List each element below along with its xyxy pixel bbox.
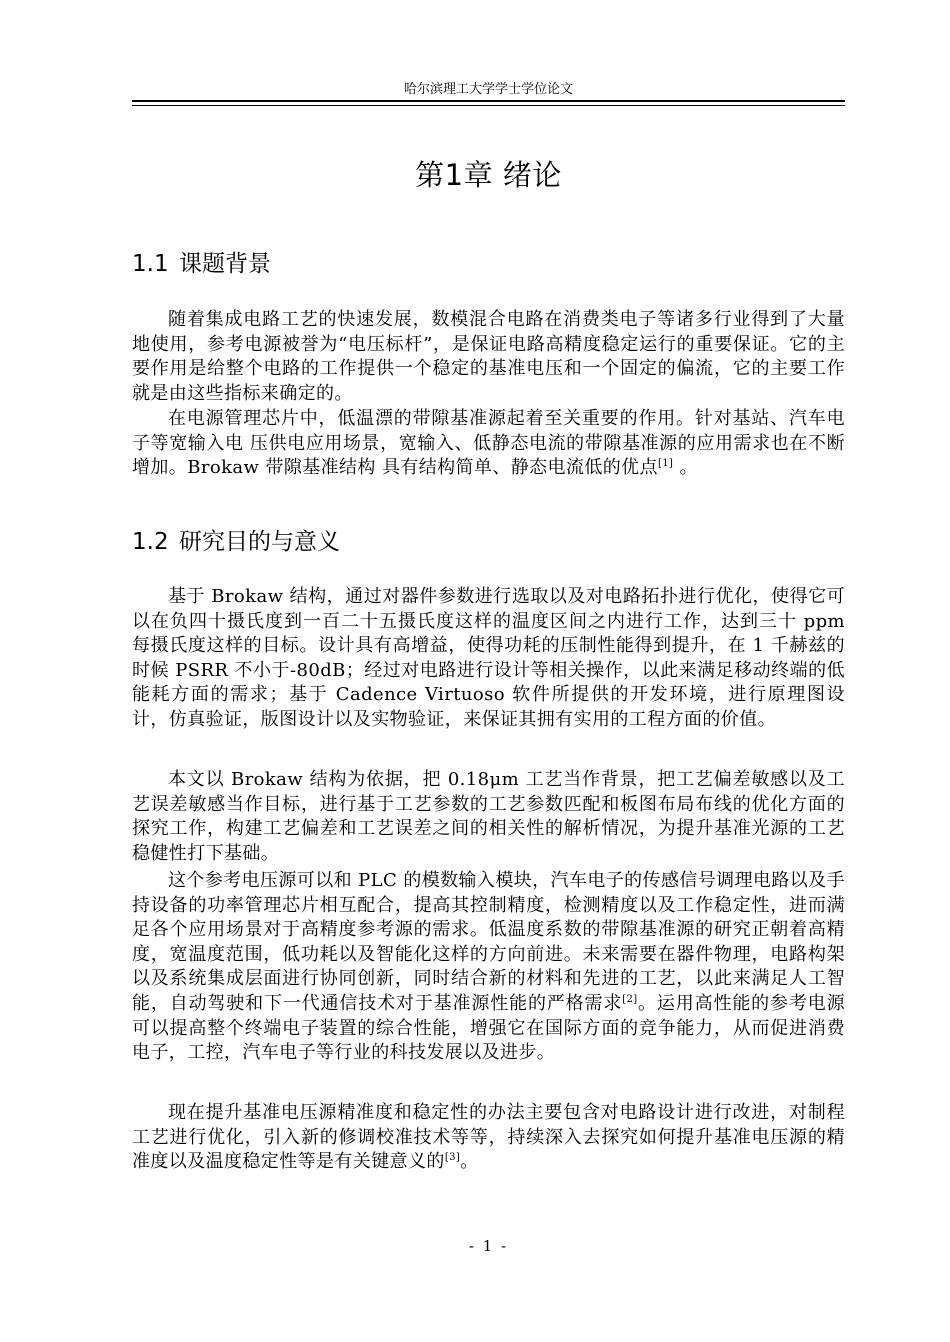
- paragraph: [132, 768, 845, 866]
- citation: [2]: [622, 993, 638, 1005]
- citation: [1]: [657, 458, 674, 470]
- citation: [3]: [444, 1152, 461, 1164]
- paragraph-text: 本文以 Brokaw 结构为依据，把 0.18μm 工艺当作背景，把工艺偏差敏感以及工艺误差敏感当作目标，进行基于工艺参数的工艺参数匹配和板图布局布线的优化方面的探究工作，构建工艺偏差和工艺误差之间的相关性的解析情况，为提升基准光源的工艺稳健性打下基础。: [132, 769, 845, 864]
- paragraph-tail: 。运用高性能的参考电源可以提高整个终端电子装置的综合性能，增强它在国际方面的竞争能力，从而促进消费电子，工控，汽车电子等行业的科技发展以及进步。: [132, 992, 845, 1064]
- section-heading-1-2: [132, 526, 340, 558]
- section-title: 课题背景: [179, 251, 271, 277]
- paragraph-text: 现在提升基准电压源精准度和稳定性的办法主要包含对电路设计进行改进，对制程工艺进行优化，引入新的修调校准技术等等，持续深入去探究如何提升基准电压源的精准度以及温度稳定性等是有关键意义的: [132, 1102, 845, 1173]
- section-number: 1.2: [132, 529, 169, 555]
- paragraph-text: 在电源管理芯片中，低温漂的带隙基准源起着至关重要的作用。针对基站、汽车电子等宽输入电 压供电应用场景，宽输入、低静态电流的带隙基准源的应用需求也在不断增加。Brokaw 带隙基准结构 具有结构简单、静态电流低的优点: [132, 408, 845, 479]
- section-title: 研究目的与意义: [179, 529, 340, 555]
- paragraph-tail: 。: [460, 1151, 479, 1173]
- section-number: 1.1: [132, 251, 169, 277]
- paragraph: [132, 1101, 845, 1175]
- page-number: - 1 -: [468, 1237, 509, 1255]
- paragraph-text: 这个参考电压源可以和 PLC 的模数输入模块，汽车电子的传感信号调理电路以及手持设备的功率管理芯片相互配合，提高其控制精度，检测精度以及工作稳定性，进而满足各个应用场景对于高精度参考源的需求。低温度系数的带隙基准源的研究正朝着高精度，宽温度范围，低功耗以及智能化这样的方向前进。未来需要在器件物理，电路构架以及系统集成层面进行协同创新，同时结合新的材料和先进的工艺，以此来满足人工智能，自动驾驶和下一代通信技术对于基准源性能的严格需求: [132, 870, 845, 1014]
- paragraph-tail: 。: [673, 457, 698, 479]
- paragraph-text: 基于 Brokaw 结构，通过对器件参数进行选取以及对电路拓扑进行优化，使得它可以在负四十摄氏度到一百二十五摄氏度这样的温度区间之内进行工作，达到三十 ppm 每摄氏度这样的目标。设计具有高增益，使得功耗的压制性能得到提升，在 1 千赫兹的时候 PSRR 不小于-80dB；经过对电路进行设计等相关操作，以此来满足移动终端的低能耗方面的需求；基于 Cadence Virtuoso 软件所提供的开发环境，进行原理图设计，仿真验证，版图设计以及实物验证，来保证其拥有实用的工程方面的价值。: [132, 586, 845, 730]
- paragraph: [132, 308, 845, 406]
- header-rule-thick: [132, 100, 845, 102]
- paragraph: [132, 585, 845, 733]
- paragraph-text: 随着集成电路工艺的快速发展，数模混合电路在消费类电子等诸多行业得到了大量地使用，参考电源被誉为“电压标杆”，是保证电路高精度稳定运行的重要保证。它的主要作用是给整个电路的工作提供一个稳定的基准电压和一个固定的偏流，它的主要工作就是由这些指标来确定的。: [132, 309, 845, 404]
- paragraph: [132, 869, 845, 1066]
- paragraph: [132, 407, 845, 481]
- section-heading-1-1: [132, 248, 271, 280]
- header-title: 哈尔滨理工大学学士学位论文: [403, 82, 573, 97]
- chapter-title: 第1章 绪论: [415, 158, 562, 192]
- header-rule-thin: [132, 105, 845, 106]
